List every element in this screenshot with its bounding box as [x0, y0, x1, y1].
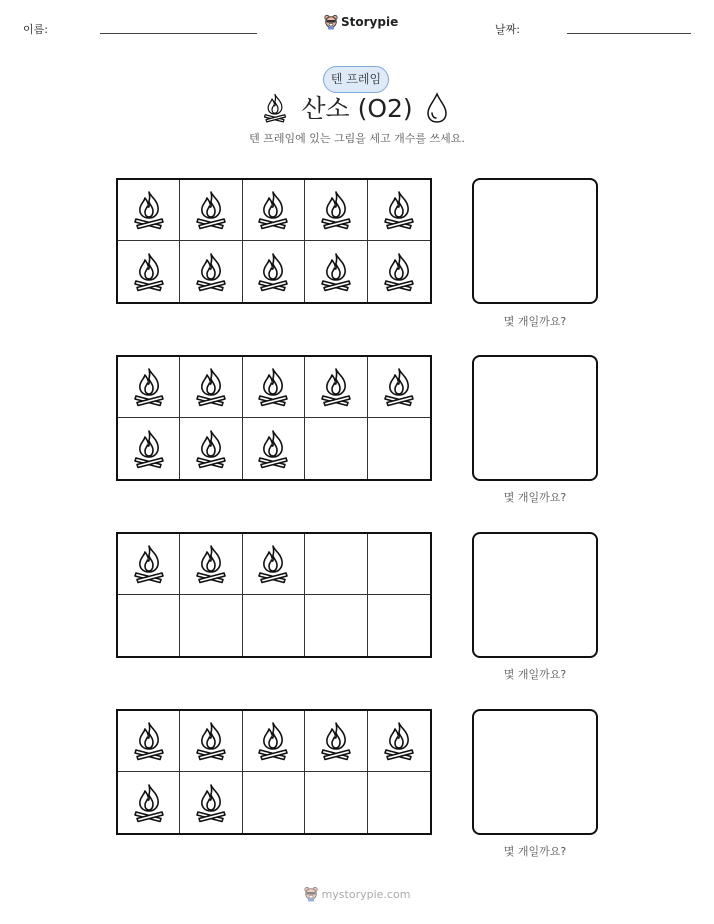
frame-cell [368, 534, 430, 595]
campfire-icon [382, 367, 416, 407]
bear-mascot-icon [324, 14, 338, 30]
frame-cell [243, 418, 305, 479]
date-label: 날짜: [495, 23, 520, 36]
frame-cell [180, 241, 242, 302]
topic-badge: 텐 프레임 [323, 66, 389, 93]
campfire-icon [132, 544, 166, 584]
campfire-icon [319, 190, 353, 230]
frame-cell [243, 180, 305, 241]
frame-cell [118, 534, 180, 595]
page-title: 산소 (O2) [301, 94, 413, 123]
title-row [0, 90, 714, 130]
frame-cell [243, 241, 305, 302]
name-line[interactable] [100, 33, 257, 34]
frame-cell [118, 418, 180, 479]
campfire-icon [194, 429, 228, 469]
footer-url[interactable]: mystorypie.com [321, 887, 411, 901]
campfire-icon [382, 721, 416, 761]
campfire-icon [256, 544, 290, 584]
frame-cell [305, 180, 367, 241]
campfire-icon [382, 190, 416, 230]
campfire-icon [256, 367, 290, 407]
frame-cell [368, 180, 430, 241]
campfire-icon [194, 367, 228, 407]
frame-cell [368, 357, 430, 418]
bear-mascot-icon [304, 886, 318, 902]
question-4: 몇 개일까요? [503, 845, 567, 858]
answer-box-4[interactable] [472, 709, 598, 835]
frame-cell [180, 595, 242, 656]
campfire-icon [194, 190, 228, 230]
frame-cell [243, 534, 305, 595]
frame-cell [305, 711, 367, 772]
campfire-icon [319, 721, 353, 761]
frame-cell [118, 357, 180, 418]
answer-box-2[interactable] [472, 355, 598, 481]
campfire-icon [256, 252, 290, 292]
campfire-icon [132, 721, 166, 761]
frame-cell [118, 711, 180, 772]
frame-cell [118, 772, 180, 833]
frame-cell [118, 180, 180, 241]
campfire-icon [319, 367, 353, 407]
frame-cell [180, 534, 242, 595]
frame-cell [243, 357, 305, 418]
frame-cell [243, 711, 305, 772]
question-2: 몇 개일까요? [503, 491, 567, 504]
campfire-icon [194, 544, 228, 584]
frame-cell [305, 534, 367, 595]
frame-cell [118, 595, 180, 656]
campfire-icon [194, 252, 228, 292]
frame-cell [368, 595, 430, 656]
name-label: 이름: [23, 23, 48, 36]
campfire-icon [256, 429, 290, 469]
frame-cell [180, 180, 242, 241]
frame-cell [368, 772, 430, 833]
frame-cell [243, 595, 305, 656]
answer-box-3[interactable] [472, 532, 598, 658]
campfire-icon [256, 721, 290, 761]
frame-cell [118, 241, 180, 302]
campfire-icon [262, 93, 288, 123]
ten-frame-2 [116, 355, 432, 481]
frame-cell [305, 772, 367, 833]
question-3: 몇 개일까요? [503, 668, 567, 681]
frame-cell [180, 772, 242, 833]
frame-cell [243, 772, 305, 833]
date-line[interactable] [567, 33, 691, 34]
campfire-icon [132, 190, 166, 230]
campfire-icon [132, 783, 166, 823]
brand-name: Storypie [341, 15, 399, 29]
frame-cell [368, 418, 430, 479]
instructions: 텐 프레임에 있는 그림을 세고 개수를 쓰세요. [249, 132, 465, 145]
campfire-icon [132, 252, 166, 292]
campfire-icon [194, 721, 228, 761]
question-1: 몇 개일까요? [503, 315, 567, 328]
frame-cell [305, 595, 367, 656]
campfire-icon [194, 783, 228, 823]
footer [0, 886, 714, 902]
frame-cell [305, 357, 367, 418]
frame-cell [180, 357, 242, 418]
frame-cell [305, 241, 367, 302]
frame-cell [180, 418, 242, 479]
water-drop-icon [425, 92, 449, 124]
frame-cell [368, 711, 430, 772]
ten-frame-3 [116, 532, 432, 658]
ten-frame-4 [116, 709, 432, 835]
campfire-icon [132, 429, 166, 469]
frame-cell [180, 711, 242, 772]
answer-box-1[interactable] [472, 178, 598, 304]
ten-frame-1 [116, 178, 432, 304]
campfire-icon [132, 367, 166, 407]
campfire-icon [256, 190, 290, 230]
campfire-icon [382, 252, 416, 292]
campfire-icon [319, 252, 353, 292]
frame-cell [305, 418, 367, 479]
logo [324, 14, 398, 30]
frame-cell [368, 241, 430, 302]
